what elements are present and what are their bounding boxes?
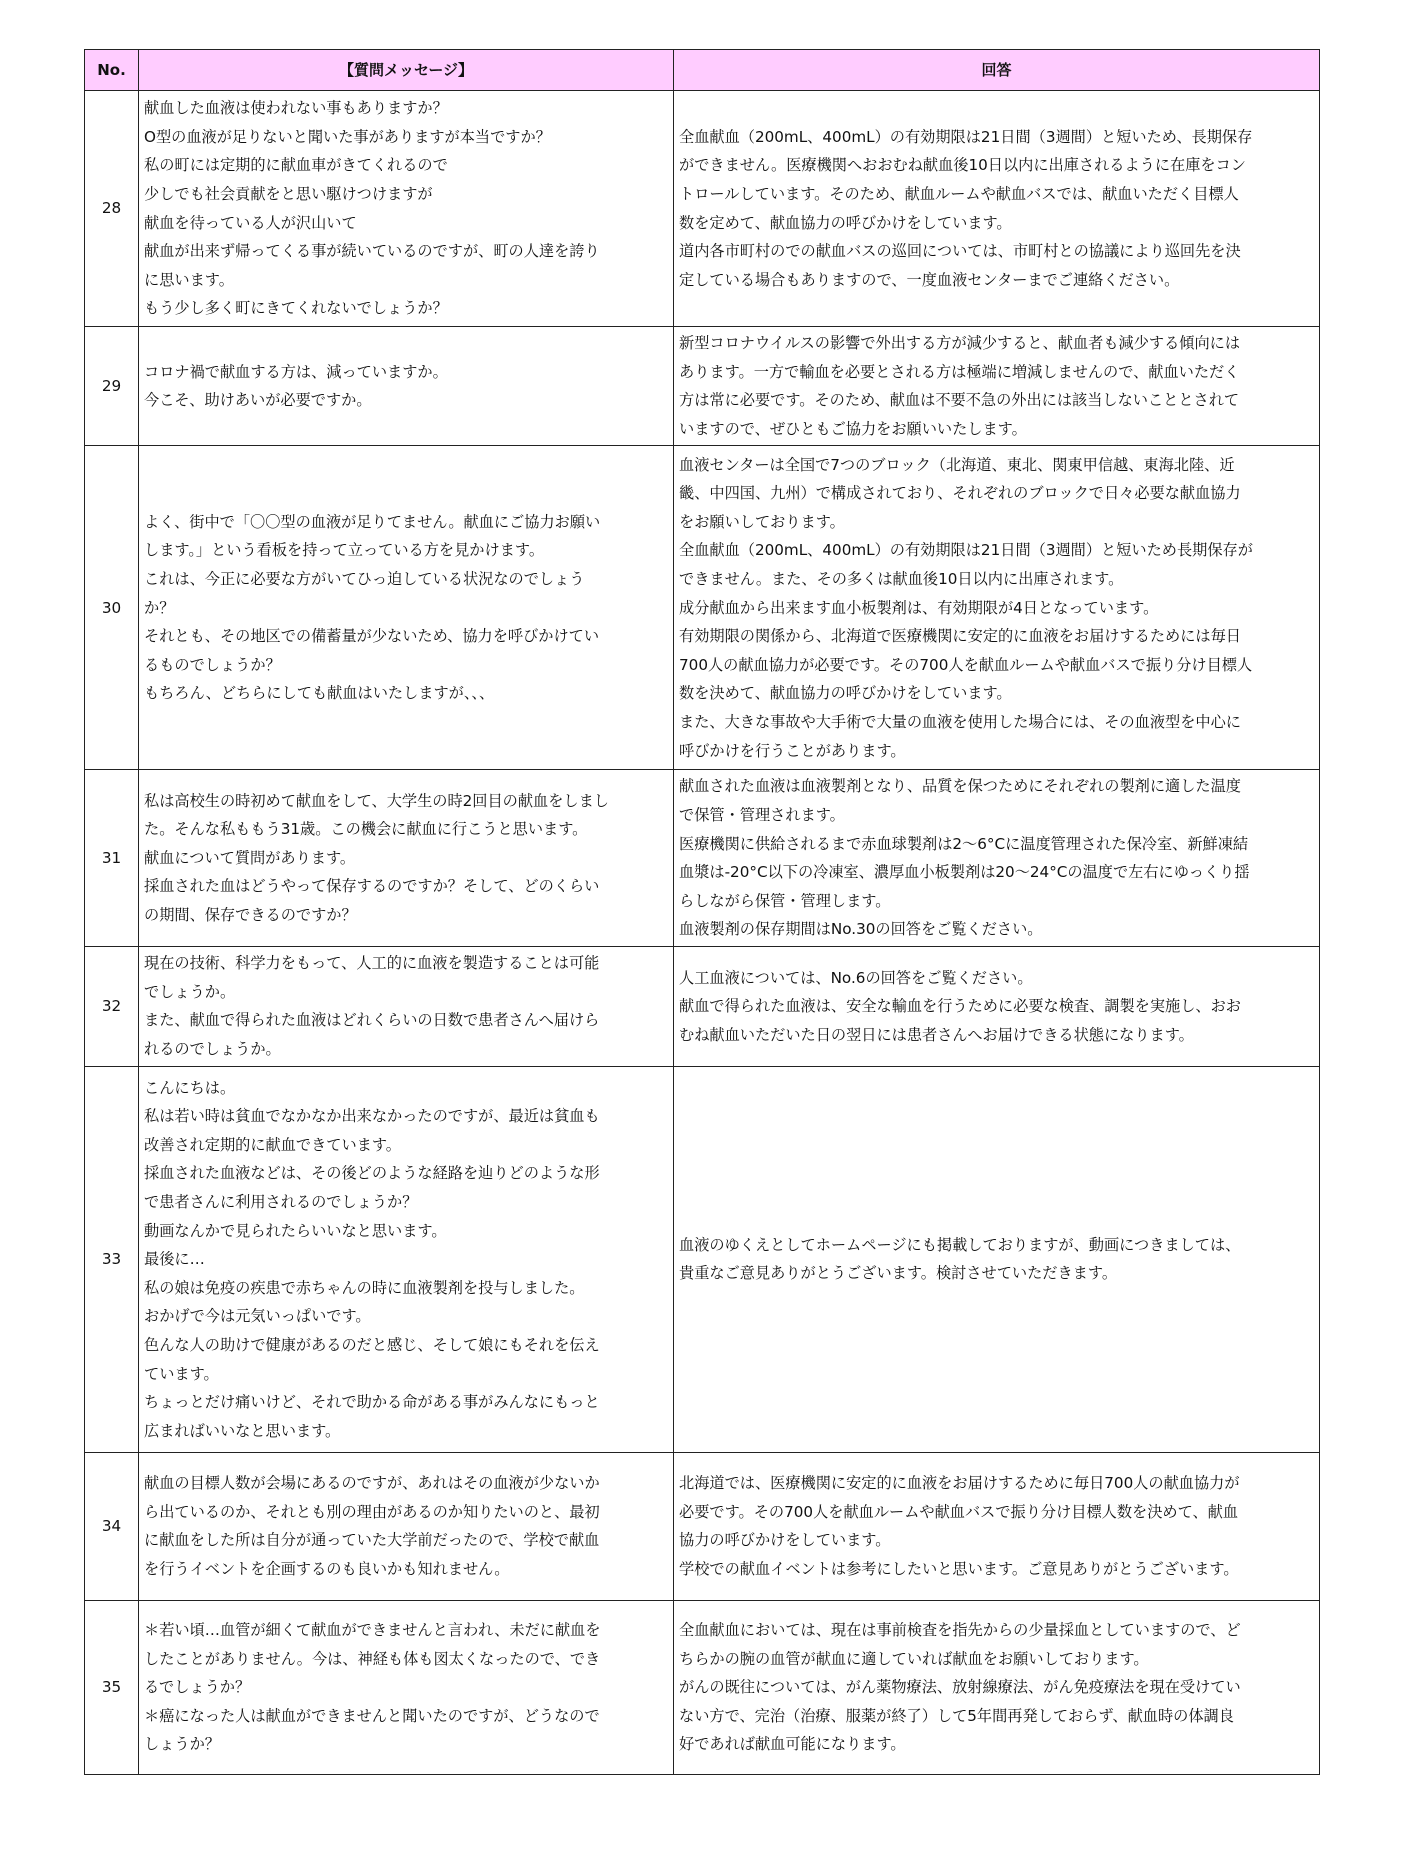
question-line: します。」という看板を持って立っている方を見かけます。 bbox=[144, 541, 545, 560]
answer-line: をお願いしております。 bbox=[679, 512, 845, 531]
answer-line: 必要です。その700人を献血ルームや献血バスで振り分け目標人数を決めて、献血 bbox=[679, 1502, 1239, 1521]
question-line: したことがありません。今は、神経も体も図太くなったので、でき bbox=[144, 1649, 601, 1668]
answer-cell bbox=[674, 91, 1320, 327]
table-row bbox=[85, 91, 1320, 327]
question-line: これは、今正に必要な方がいてひっ迫している状況なのでしょう bbox=[144, 569, 585, 588]
question-cell bbox=[139, 770, 674, 947]
answer-cell bbox=[674, 946, 1320, 1066]
answer-line: 学校での献血イベントは参考にしたいと思います。ご意見ありがとうございます。 bbox=[679, 1560, 1239, 1579]
row-number: 28 bbox=[85, 91, 139, 327]
qa-body bbox=[85, 91, 1320, 1775]
answer-line: トロールしています。そのため、献血ルームや献血バスでは、献血いただく目標人 bbox=[679, 184, 1239, 203]
table-row bbox=[85, 1600, 1320, 1774]
header-question: 【質問メッセージ】 bbox=[139, 50, 674, 91]
table-row bbox=[85, 446, 1320, 770]
question-line: ています。 bbox=[144, 1364, 219, 1383]
answer-line: がんの既往については、がん薬物療法、放射線療法、がん免疫療法を現在受けてい bbox=[679, 1678, 1241, 1697]
answer-line: 呼びかけを行うことがあります。 bbox=[679, 741, 906, 760]
answer-cell bbox=[674, 1452, 1320, 1600]
answer-line: らしながら保管・管理します。 bbox=[679, 891, 891, 910]
question-line: 現在の技術、科学力をもって、人工的に血液を製造することは可能 bbox=[144, 954, 600, 973]
table-row bbox=[85, 1452, 1320, 1600]
table-row bbox=[85, 327, 1320, 446]
question-line: 献血の目標人数が会場にあるのですが、あれはその血液が少ないか bbox=[144, 1474, 600, 1493]
answer-cell bbox=[674, 446, 1320, 770]
question-cell bbox=[139, 1066, 674, 1452]
answer-cell bbox=[674, 1066, 1320, 1452]
answer-line: ちらかの腕の血管が献血に適していれば献血をお願いしております。 bbox=[679, 1649, 1149, 1668]
question-line: 少しでも社会貢献をと思い駆けつけますが bbox=[144, 184, 433, 203]
question-line: るものでしょうか？ bbox=[144, 655, 281, 674]
answer-cell bbox=[674, 327, 1320, 446]
answer-line: 北海道では、医療機関に安定的に血液をお届けするために毎日700人の献血協力が bbox=[679, 1474, 1240, 1493]
question-line: 献血した血液は使われない事もありますか？ bbox=[144, 99, 448, 118]
row-number: 35 bbox=[85, 1600, 139, 1774]
answer-line: 医療機関に供給されるまで赤血球製剤は2～6°Cに温度管理された保冷室、新鮮凍結 bbox=[679, 834, 1249, 853]
row-number: 33 bbox=[85, 1066, 139, 1452]
question-line: の期間、保存できるのですか？ bbox=[144, 906, 357, 925]
answer-line: 新型コロナウイルスの影響で外出する方が減少すると、献血者も減少する傾向には bbox=[679, 334, 1241, 352]
answer-line: 数を決めて、献血協力の呼びかけをしています。 bbox=[679, 684, 1012, 703]
question-line: でしょうか。 bbox=[144, 982, 236, 1001]
question-line: 最後に… bbox=[144, 1250, 205, 1269]
answer-line: 血液センターは全国で7つのブロック（北海道、東北、関東甲信越、東海北陸、近 bbox=[679, 455, 1235, 474]
answer-line: 血液製剤の保存期間はNo.30の回答をご覧ください。 bbox=[679, 920, 1043, 939]
question-line: か？ bbox=[144, 598, 175, 617]
question-line: るでしょうか？ bbox=[144, 1678, 251, 1697]
answer-line: むね献血いただいた日の翌日には患者さんへお届けできる状態になります。 bbox=[679, 1025, 1194, 1044]
answer-line: 全血献血（200mL、400mL）の有効期限は21日間（3週間）と短いため長期保存が bbox=[679, 541, 1253, 560]
question-line: 採血された血はどうやって保存するのですか？そして、どのくらい bbox=[144, 877, 600, 896]
question-line: た。そんな私ももう31歳。この機会に献血に行こうと思います。 bbox=[144, 820, 588, 839]
answer-line: 成分献血から出来ます血小板製剤は、有効期限が4日となっています。 bbox=[679, 598, 1159, 617]
question-line: よく、街中で「〇〇型の血液が足りてません。献血にご協力お願い bbox=[144, 512, 601, 531]
table-row bbox=[85, 1066, 1320, 1452]
qa-table bbox=[84, 49, 1320, 1775]
question-line: 色んな人の助けで健康があるのだと感じ、そして娘にもそれを伝え bbox=[144, 1335, 600, 1354]
answer-line: また、大きな事故や大手術で大量の血液を使用した場合には、その血液型を中心に bbox=[679, 712, 1241, 731]
question-line: 改善され定期的に献血できています。 bbox=[144, 1135, 401, 1154]
answer-line: 全血献血（200mL、400mL）の有効期限は21日間（3週間）と短いため、長期保存 bbox=[679, 127, 1253, 146]
answer-line: で保管・管理されます。 bbox=[679, 805, 845, 824]
question-line: 私は若い時は貧血でなかなか出来なかったのですが、最近は貧血も bbox=[144, 1107, 600, 1126]
question-cell bbox=[139, 91, 674, 327]
answer-line: 数を定めて、献血協力の呼びかけをしています。 bbox=[679, 213, 1012, 232]
answer-line: 道内各市町村のでの献血バスの巡回については、市町村との協議により巡回先を決 bbox=[679, 242, 1241, 261]
answer-line: 方は常に必要です。そのため、献血は不要不急の外出には該当しないこととされて bbox=[679, 391, 1240, 410]
question-cell bbox=[139, 1452, 674, 1600]
question-line: コロナ禍で献血する方は、減っていますか。 bbox=[144, 362, 448, 381]
answer-line: いますので、ぜひともご協力をお願いいたします。 bbox=[679, 419, 1027, 438]
answer-line: 献血で得られた血液は、安全な輸血を行うために必要な検査、調製を実施し、おお bbox=[679, 997, 1241, 1016]
answer-line: 好であれば献血可能になります。 bbox=[679, 1735, 906, 1754]
question-line: また、献血で得られた血液はどれくらいの日数で患者さんへ届けら bbox=[144, 1011, 600, 1030]
header-no: No. bbox=[85, 50, 139, 91]
row-number: 29 bbox=[85, 327, 139, 446]
question-line: ＊癌になった人は献血ができませんと聞いたのですが、どうなので bbox=[144, 1706, 600, 1725]
row-number: 34 bbox=[85, 1452, 139, 1600]
answer-line: 献血された血液は血液製剤となり、品質を保つためにそれぞれの製剤に適した温度 bbox=[679, 777, 1241, 796]
question-line: 献血が出来ず帰ってくる事が続いているのですが、町の人達を誇り bbox=[144, 242, 600, 261]
answer-line: 有効期限の関係から、北海道で医療機関に安定的に血液をお届けするためには毎日 bbox=[679, 627, 1241, 646]
question-line: 私の町には定期的に献血車がきてくれるので bbox=[144, 156, 448, 175]
question-line: こんにちは。 bbox=[144, 1078, 236, 1097]
answer-cell bbox=[674, 1600, 1320, 1774]
question-cell bbox=[139, 1600, 674, 1774]
answer-line: 畿、中四国、九州）で構成されており、それぞれのブロックで日々必要な献血協力 bbox=[679, 484, 1241, 503]
answer-line: ない方で、完治（治療、服薬が終了）して5年間再発しておらず、献血時の体調良 bbox=[679, 1706, 1234, 1725]
question-line: それとも、その地区での備蓄量が少ないため、協力を呼びかけてい bbox=[144, 627, 600, 646]
question-line: 献血について質問があります。 bbox=[144, 848, 356, 867]
question-line: ＊若い頃…血管が細くて献血ができませんと言われ、未だに献血を bbox=[144, 1620, 601, 1639]
question-line: 今こそ、助けあいが必要ですか。 bbox=[144, 391, 372, 410]
question-line: を行うイベントを企画するのも良いかも知れません。 bbox=[144, 1560, 510, 1579]
question-line: もう少し多く町にきてくれないでしょうか？ bbox=[144, 299, 448, 318]
answer-line: あります。一方で輸血を必要とされる方は極端に増減しませんので、献血いただく bbox=[679, 362, 1240, 381]
question-line: しょうか？ bbox=[144, 1735, 220, 1754]
question-line: ちょっとだけ痛いけど、それで助かる命がある事がみんなにもっと bbox=[144, 1393, 600, 1412]
question-line: で患者さんに利用されるのでしょうか？ bbox=[144, 1192, 418, 1211]
row-number: 31 bbox=[85, 770, 139, 947]
table-row bbox=[85, 770, 1320, 947]
question-line: 献血を待っている人が沢山いて bbox=[144, 213, 357, 232]
question-line: に献血をした所は自分が通っていた大学前だったので、学校で献血 bbox=[144, 1531, 600, 1550]
header-answer: 回答 bbox=[674, 50, 1320, 91]
header-row bbox=[85, 50, 1320, 91]
answer-line: 協力の呼びかけをしています。 bbox=[679, 1531, 891, 1550]
question-line: 私の娘は免疫の疾患で赤ちゃんの時に血液製剤を投与しました。 bbox=[144, 1278, 585, 1297]
answer-line: 血液のゆくえとしてホームページにも掲載しておりますが、動画につきましては、 bbox=[679, 1235, 1241, 1254]
answer-line: 700人の献血協力が必要です。その700人を献血ルームや献血バスで振り分け目標人 bbox=[679, 655, 1253, 674]
answer-cell bbox=[674, 770, 1320, 947]
table-row bbox=[85, 946, 1320, 1066]
answer-line: 全血献血においては、現在は事前検査を指先からの少量採血としていますので、ど bbox=[679, 1620, 1241, 1639]
answer-line: 人工血液については、No.6の回答をご覧ください。 bbox=[679, 968, 1033, 987]
question-line: もちろん、どちらにしても献血はいたしますが、、、 bbox=[144, 684, 495, 703]
question-line: ら出ているのか、それとも別の理由があるのか知りたいのと、最初 bbox=[144, 1502, 600, 1521]
question-line: おかげで今は元気いっぱいです。 bbox=[144, 1307, 371, 1326]
question-line: に思います。 bbox=[144, 270, 234, 289]
question-cell bbox=[139, 946, 674, 1066]
answer-line: ができません。医療機関へおおむね献血後10日以内に出庫されるように在庫をコン bbox=[679, 156, 1246, 175]
question-cell bbox=[139, 446, 674, 770]
question-line: 広まればいいなと思います。 bbox=[144, 1421, 341, 1440]
answer-line: 貴重なご意見ありがとうございます。検討させていただきます。 bbox=[679, 1264, 1118, 1283]
question-line: 採血された血液などは、その後どのような経路を辿りどのような形 bbox=[144, 1164, 600, 1183]
question-line: O型の血液が足りないと聞いた事がありますが本当ですか？ bbox=[144, 127, 551, 146]
row-number: 32 bbox=[85, 946, 139, 1066]
question-cell bbox=[139, 327, 674, 446]
question-line: 私は高校生の時初めて献血をして、大学生の時2回目の献血をしまし bbox=[144, 791, 609, 810]
question-line: れるのでしょうか。 bbox=[144, 1040, 281, 1059]
answer-line: 血漿は-20°C以下の冷凍室、濃厚血小板製剤は20～24°Cの温度で左右にゆっくり揺 bbox=[679, 863, 1250, 882]
row-number: 30 bbox=[85, 446, 139, 770]
answer-line: 定している場合もありますので、一度血液センターまでご連絡ください。 bbox=[679, 270, 1180, 289]
answer-line: できません。また、その多くは献血後10日以内に出庫されます。 bbox=[679, 569, 1124, 588]
question-line: 動画なんかで見られたらいいなと思います。 bbox=[144, 1221, 447, 1240]
